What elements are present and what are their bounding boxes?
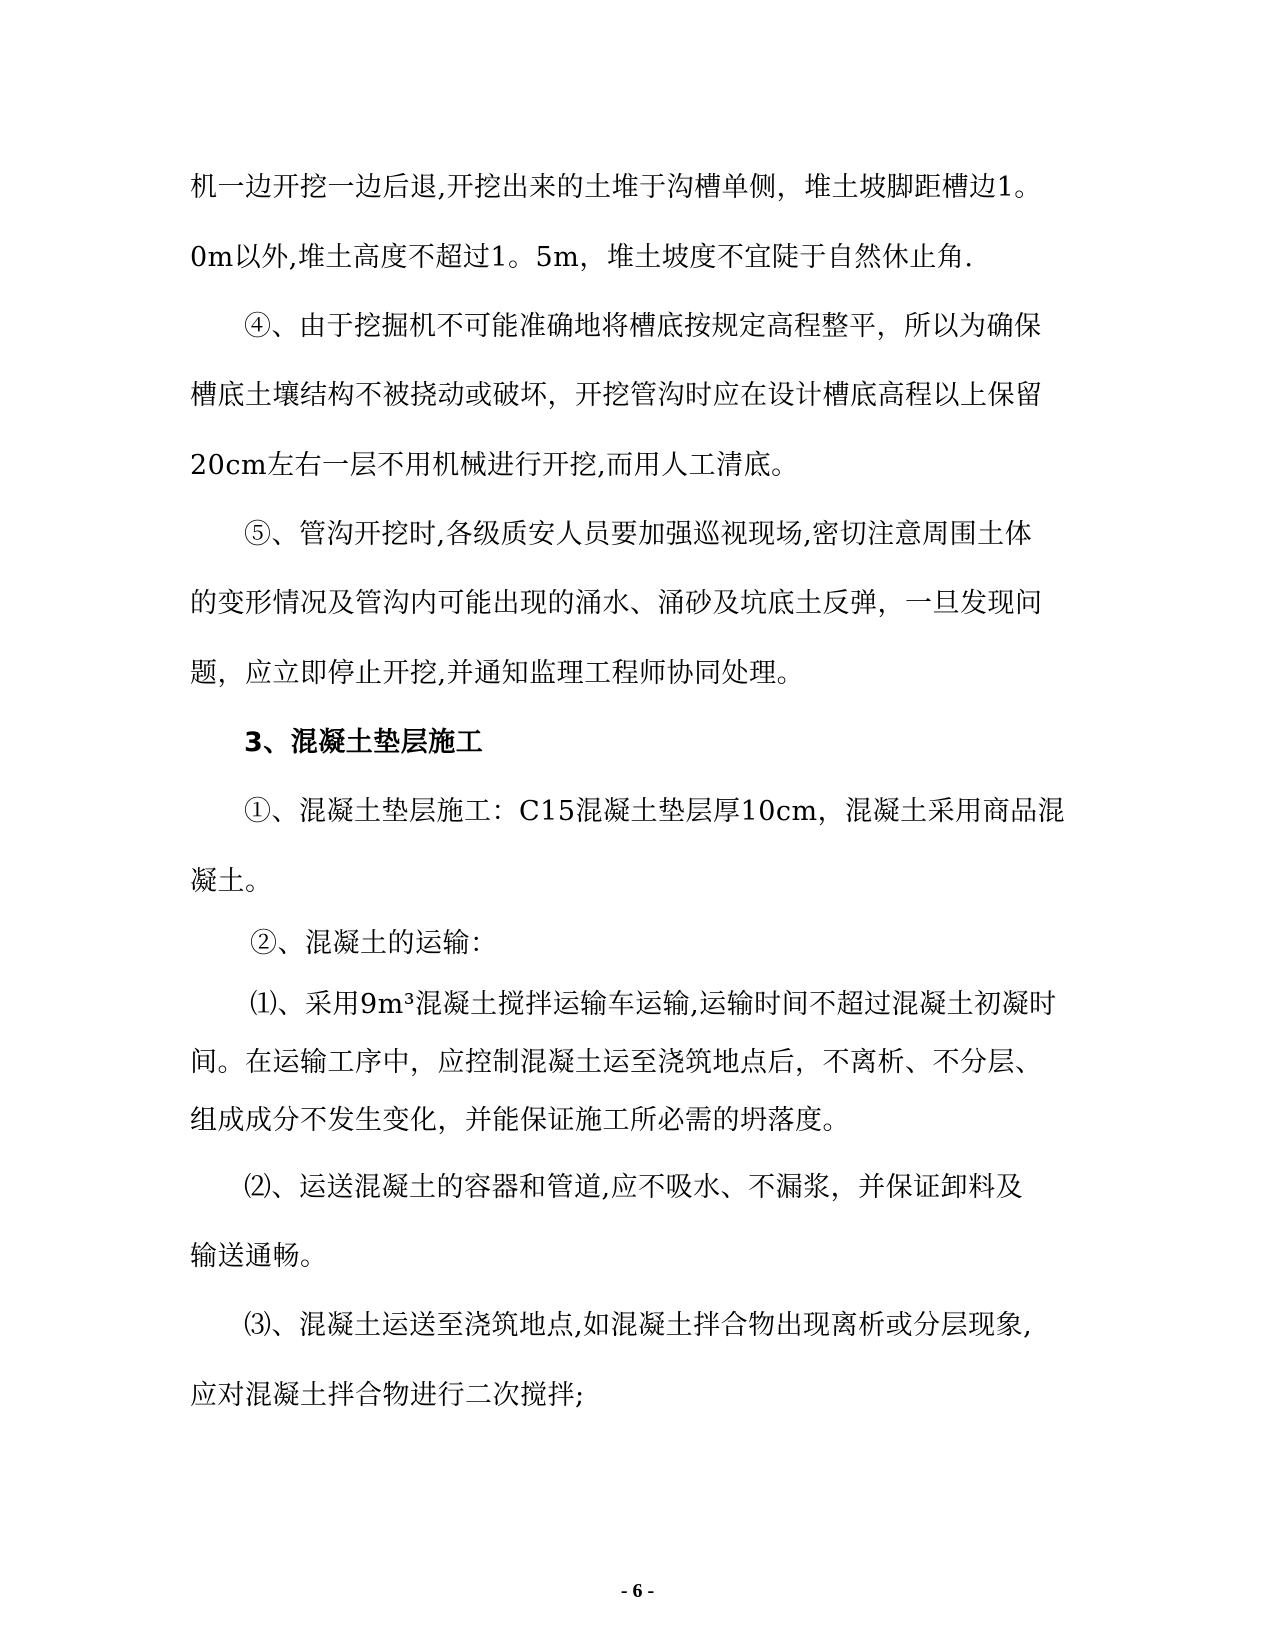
text-line: ⑶、混凝土运送至浇筑地点,如混凝土拌合物出现离析或分层现象, (244, 1310, 1033, 1341)
text-line: 的变形情况及管沟内可能出现的涌水、涌砂及坑底土反弹，一旦发现问 (190, 588, 1043, 619)
text-line: 应对混凝土拌合物进行二次搅拌; (190, 1380, 585, 1411)
text-line: ②、混凝土的运输： (250, 928, 498, 959)
text-line: 20cm左右一层不用机械进行开挖,而用人工清底。 (190, 450, 799, 481)
text-line: 组成成分不发生变化，并能保证施工所必需的坍落度。 (190, 1105, 850, 1136)
page-number: - 6 - (620, 1580, 655, 1602)
text-line: 题，应立即停止开挖,并通知监理工程师协同处理。 (190, 658, 805, 689)
text-line: 凝土。 (190, 866, 273, 897)
text-line: ①、混凝土垫层施工：C15混凝土垫层厚10cm，混凝土采用商品混 (244, 796, 1066, 827)
text-line: ⑤、管沟开挖时,各级质安人员要加强巡视现场,密切注意周围土体 (244, 519, 1033, 550)
text-line: 机一边开挖一边后退,开挖出来的土堆于沟槽单侧，堆土坡脚距槽边1。 (190, 172, 1042, 203)
text-line: 0m以外,堆土高度不超过1。5m，堆土坡度不宜陡于自然休止角. (190, 242, 974, 273)
text-line: 槽底土壤结构不被挠动或破坏，开挖管沟时应在设计槽底高程以上保留 (190, 380, 1043, 411)
text-line: ⑵、运送混凝土的容器和管道,应不吸水、不漏浆，并保证卸料及 (244, 1172, 1024, 1203)
text-line: ④、由于挖掘机不可能准确地将槽底按规定高程整平，所以为确保 (244, 311, 1042, 342)
text-line: ⑴、采用9m³混凝土搅拌运输车运输,运输时间不超过混凝土初凝时 (250, 989, 1057, 1020)
section-heading: 3、混凝土垫层施工 (244, 727, 484, 758)
text-line: 输送通畅。 (190, 1241, 328, 1272)
text-line: 间。在运输工序中，应控制混凝土运至浇筑地点后，不离析、不分层、 (190, 1047, 1043, 1078)
